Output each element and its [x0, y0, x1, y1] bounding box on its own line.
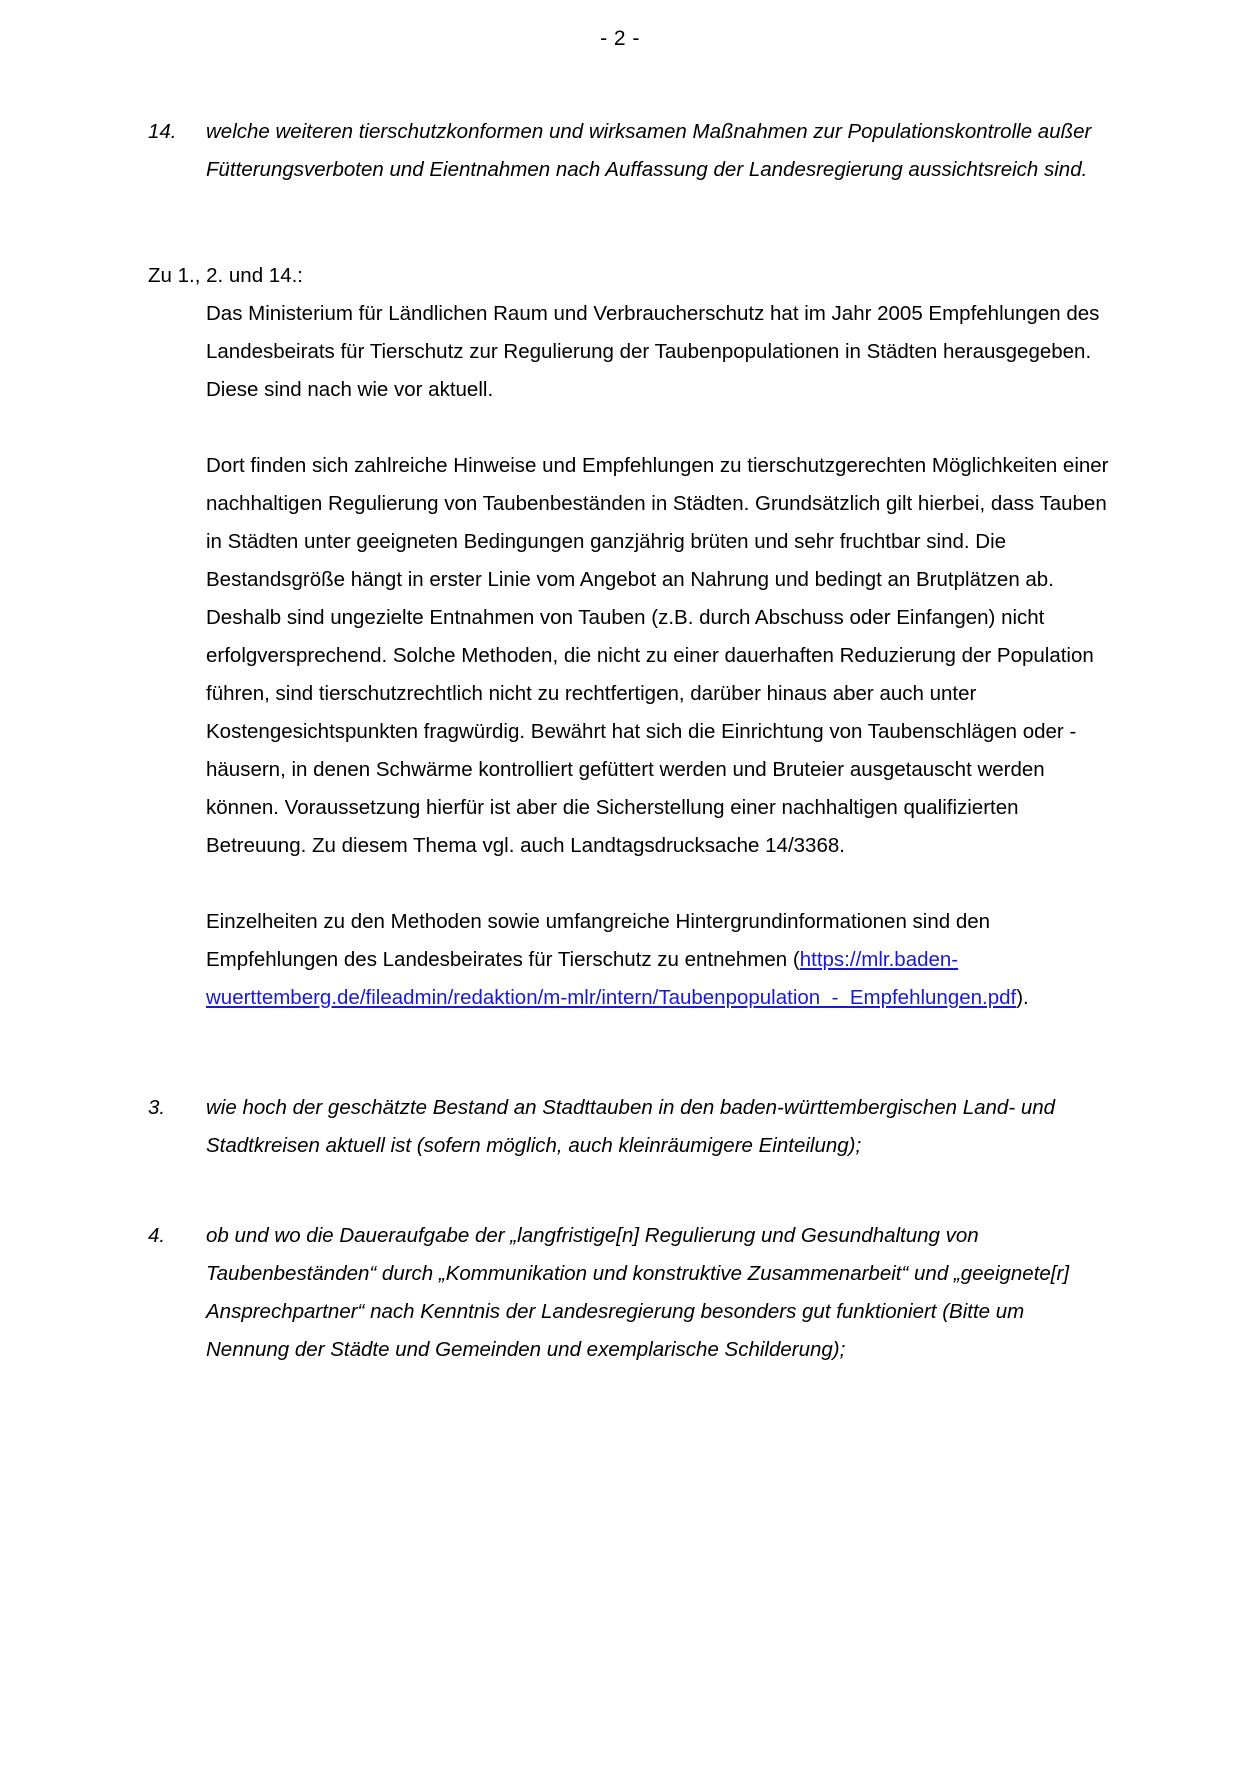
empfehlungen-pdf-link[interactable]: https://mlr.baden-wuerttemberg.de/fileadmin/redaktion/m-mlr/intern/Taubenpopulation_-_Empfehlungen.pdf: [206, 948, 1017, 1009]
spacer: [148, 189, 1112, 227]
list-item-number: 4.: [148, 1224, 166, 1247]
answer-paragraph-3-lead: Einzelheiten zu den Methoden sowie umfangreiche Hintergrundinformationen sind den Empfehlungen des Landesbeirates für Tierschutz zu entnehmen (: [206, 910, 991, 971]
spacer: [148, 1017, 1112, 1089]
document-page: [0, 27, 1240, 1781]
answer-paragraph-3: [148, 903, 1112, 1017]
list-item: [148, 1089, 1112, 1165]
answer-paragraph-3-tail: ).: [1016, 986, 1029, 1009]
list-item-number: 14.: [148, 120, 177, 143]
spacer: [148, 409, 1112, 447]
list-item-text: welche weiteren tierschutzkonformen und wirksamen Maßnahmen zur Populationskontrolle außer Fütterungsverboten und Eientnahmen nach Auffassung der Landesregierung aussichtsreich sind.: [206, 120, 1092, 181]
list-item: [148, 1217, 1112, 1369]
list-item-number: 3.: [148, 1096, 166, 1119]
spacer: [148, 1165, 1112, 1217]
spacer: [148, 865, 1112, 903]
list-item-text: wie hoch der geschätzte Bestand an Stadttauben in den baden-württembergischen Land- und Stadtkreisen aktuell ist (sofern möglich, auch kleinräumigere Einteilung);: [206, 1096, 1056, 1157]
list-item: [148, 113, 1112, 189]
page-number: - 2 -: [600, 27, 640, 50]
list-item-text: ob und wo die Daueraufgabe der „langfristige[n] Regulierung und Gesundhaltung von Taubenbeständen“ durch „Kommunikation und konstruktive Zusammenarbeit“ und „geeignete[r] Ansprechpartner“ nach Kenntnis der Landesregierung besonders gut funktioniert (Bitte um Nennung der Städte und Gemeinden und exemplarische Schilderung);: [206, 1224, 1070, 1361]
answer-heading: Zu 1., 2. und 14.:: [148, 264, 303, 287]
document-content: [0, 113, 1240, 1369]
answer-paragraph-1: Das Ministerium für Ländlichen Raum und Verbraucherschutz hat im Jahr 2005 Empfehlungen des Landesbeirats für Tierschutz zur Regulierung der Taubenpopulationen in Städten herausgegeben. Diese sind nach wie vor aktuell.: [206, 302, 1100, 401]
answer-paragraph-2: Dort finden sich zahlreiche Hinweise und Empfehlungen zu tierschutzgerechten Möglichkeiten einer nachhaltigen Regulierung von Taubenbeständen in Städten. Grundsätzlich gilt hierbei, dass Tauben in Städten unter geeigneten Bedingungen ganzjährig brüten und sehr fruchtbar sind. Die Bestandsgröße hängt in erster Linie vom Angebot an Nahrung und bedingt an Brutplätzen ab. Deshalb sind ungezielte Entnahmen von Tauben (z.B. durch Abschuss oder Einfangen) nicht erfolgversprechend. Solche Methoden, die nicht zu einer dauerhaften Reduzierung der Population führen, sind tierschutzrechtlich nicht zu rechtfertigen, darüber hinaus aber auch unter Kostengesichtspunkten fragwürdig. Bewährt hat sich die Einrichtung von Taubenschlägen oder -häusern, in denen Schwärme kontrolliert gefüttert werden und Bruteier ausgetauscht werden können. Voraussetzung hierfür ist aber die Sicherstellung einer nachhaltigen qualifizierten Betreuung. Zu diesem Thema vgl. auch Landtagsdrucksache 14/3368.: [206, 454, 1109, 857]
